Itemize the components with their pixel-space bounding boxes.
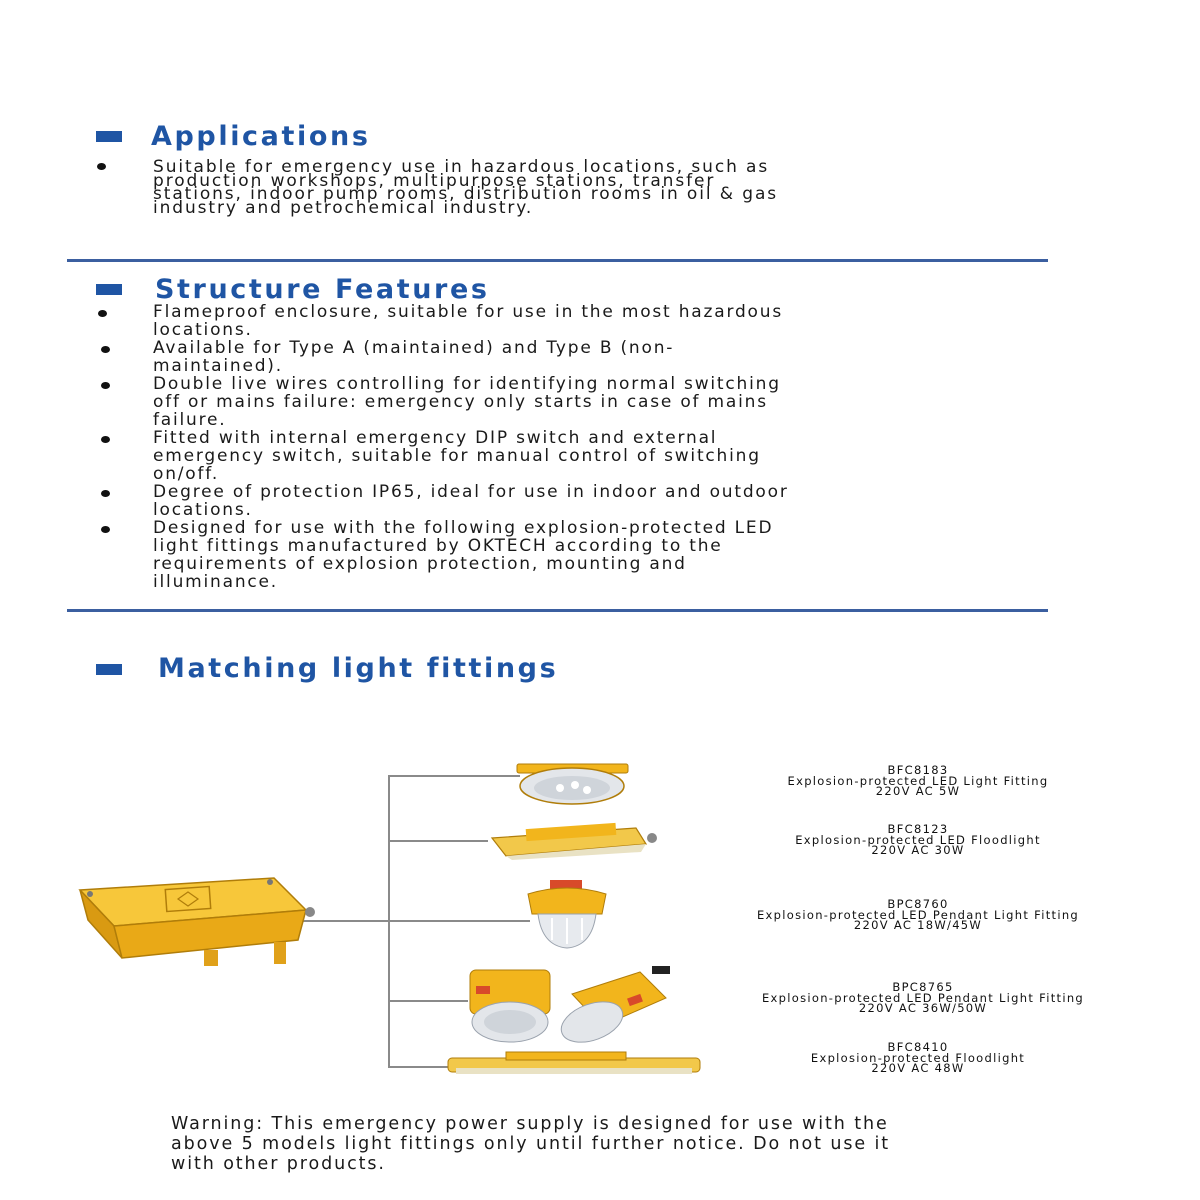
product-label-bfc8410: [811, 1042, 1025, 1074]
product-spec: 220V AC 48W: [871, 1061, 965, 1075]
product-spec: 220V AC 30W: [871, 843, 965, 857]
connector-branch: [388, 840, 488, 842]
product-name: Explosion-protected LED Floodlight: [795, 832, 1041, 847]
structure-item: Fitted with internal emergency DIP switch and external emergency switch, suitable for manual control of switching on/off.: [153, 428, 761, 484]
structure-item: Designed for use with the following explosion-protected LED light fittings manufactured by OKTECH according to the requirements of explosion protection, mounting and illuminance.: [153, 518, 774, 592]
applications-heading: Applications: [151, 121, 371, 152]
structure-item: Flameproof enclosure, suitable for use in the most hazardous locations.: [153, 302, 783, 340]
product-model: BPC8765: [892, 980, 954, 994]
product-model: BPC8760: [887, 897, 949, 911]
section-divider: [67, 259, 1048, 262]
bullet: [97, 163, 106, 170]
warning-text: Warning: This emergency power supply is designed for use with the above 5 models light fittings only until further notice. Do not use it with other products.: [171, 1114, 891, 1174]
product-spec: 220V AC 5W: [875, 784, 961, 798]
connector-branch: [388, 775, 520, 777]
product-label-bfc8183: [788, 765, 1049, 797]
product-spec: 220V AC 36W/50W: [858, 1001, 988, 1015]
bpc8760-fitting-image: [522, 880, 612, 950]
connector-branch: [388, 1000, 468, 1002]
product-label-bpc8760: [757, 899, 1079, 931]
product-model: BFC8123: [887, 822, 949, 836]
bullet: [101, 346, 110, 353]
structure-item: Available for Type A (maintained) and Type B (non- maintained).: [153, 338, 675, 376]
applications-text: Suitable for emergency use in hazardous locations, such as production workshops, multipurpose stations, transfer stations, indoor pump rooms, distribution rooms in oil & gas industry and petrochemical industry.: [153, 157, 779, 218]
product-label-bfc8123: [795, 824, 1041, 856]
product-name: Explosion-protected LED Light Fitting: [787, 773, 1049, 788]
bullet: [101, 382, 110, 389]
emergency-power-supply-image: [74, 868, 324, 968]
bullet: [101, 490, 110, 497]
structure-heading-marker: [96, 284, 122, 295]
structure-item: Double live wires controlling for identifying normal switching off or mains failure: emergency only starts in case of mains failure.: [153, 374, 781, 430]
bpc8765-fitting-image: [462, 964, 672, 1046]
connector-branch: [388, 1066, 448, 1068]
product-label-bpc8765: [762, 982, 1084, 1014]
structure-heading: Structure Features: [155, 274, 490, 305]
bullet: [101, 526, 110, 533]
product-name: Explosion-protected LED Pendant Light Fitting: [756, 907, 1080, 922]
product-model: BFC8183: [887, 763, 949, 777]
section-divider: [67, 609, 1048, 612]
bullet: [101, 436, 110, 443]
product-spec: 220V AC 18W/45W: [853, 918, 983, 932]
matching-heading: Matching light fittings: [158, 653, 559, 684]
bullet: [98, 310, 107, 317]
bfc8183-fitting-image: [515, 758, 630, 806]
product-name: Explosion-protected Floodlight: [810, 1050, 1026, 1065]
structure-item: Degree of protection IP65, ideal for use in indoor and outdoor locations.: [153, 482, 789, 520]
product-model: BFC8410: [887, 1040, 949, 1054]
bfc8410-fitting-image: [446, 1050, 702, 1078]
product-name: Explosion-protected LED Pendant Light Fitting: [761, 990, 1085, 1005]
matching-heading-marker: [96, 664, 122, 675]
bfc8123-fitting-image: [486, 818, 662, 860]
applications-heading-marker: [96, 131, 122, 142]
connector-branch: [388, 920, 530, 922]
